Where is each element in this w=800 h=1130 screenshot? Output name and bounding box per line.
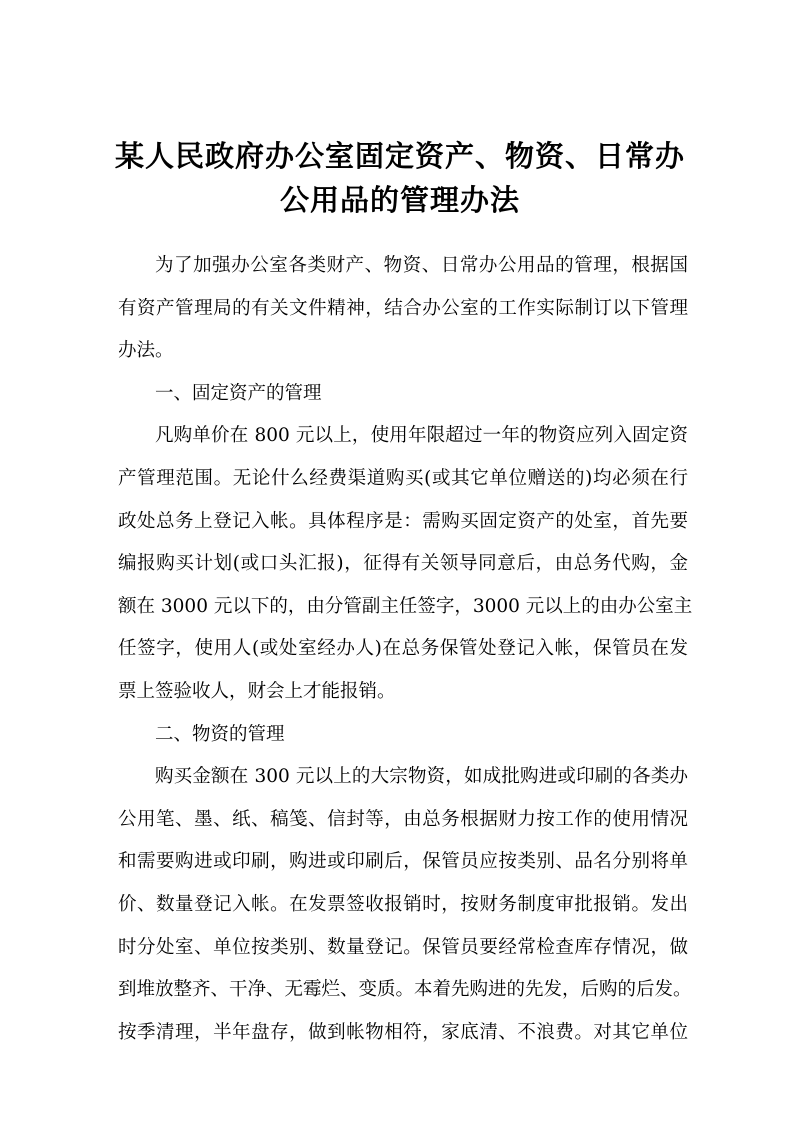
paragraph-line: 任签字，使用人(或处室经办人)在总务保管处登记入帐，保管员在发 [118, 638, 688, 660]
section-heading: 一、固定资产的管理 [155, 382, 322, 404]
paragraph-line: 票上签验收人，财会上才能报销。 [118, 680, 396, 702]
paragraph-line: 政处总务上登记入帐。具体程序是：需购买固定资产的处室，首先要 [118, 510, 688, 532]
paragraph-line: 价、数量登记入帐。在发票签收报销时，按财务制度审批报销。发出 [118, 893, 688, 915]
document-title-line-2: 公用品的管理办法 [279, 183, 520, 217]
paragraph-line: 办法。 [118, 340, 174, 362]
paragraph-line: 为了加强办公室各类财产、物资、日常办公用品的管理，根据国 [155, 255, 688, 276]
paragraph-line: 和需要购进或印刷，购进或印刷后，保管员应按类别、品名分别将单 [118, 851, 688, 873]
paragraph-line: 编报购买计划(或口头汇报)，征得有关领导同意后，由总务代购，金 [118, 553, 688, 575]
paragraph-line: 凡购单价在 800 元以上，使用年限超过一年的物资应列入固定资 [155, 425, 688, 447]
paragraph-line: 产管理范围。无论什么经费渠道购买(或其它单位赠送的)均必须在行 [118, 467, 688, 489]
paragraph-line: 到堆放整齐、干净、无霉烂、变质。本着先购进的先发，后购的后发。 [118, 979, 692, 1001]
section-heading: 二、物资的管理 [155, 723, 285, 745]
document-title-line-1: 某人民政府办公室固定资产、物资、日常办 [115, 139, 686, 173]
paragraph-line: 按季清理，半年盘存，做到帐物相符，家底清、不浪费。对其它单位 [118, 1021, 688, 1043]
paragraph-line: 有资产管理局的有关文件精神，结合办公室的工作实际制订以下管理 [118, 297, 688, 319]
paragraph-line: 购买金额在 300 元以上的大宗物资，如成批购进或印刷的各类办 [155, 766, 688, 788]
paragraph-line: 额在 3000 元以下的，由分管副主任签字，3000 元以上的由办公室主 [118, 595, 693, 617]
paragraph-line: 公用笔、墨、纸、稿笺、信封等，由总务根据财力按工作的使用情况 [118, 808, 688, 830]
paragraph-line: 时分处室、单位按类别、数量登记。保管员要经常检查库存情况，做 [118, 936, 688, 958]
document-body [118, 245, 693, 1054]
